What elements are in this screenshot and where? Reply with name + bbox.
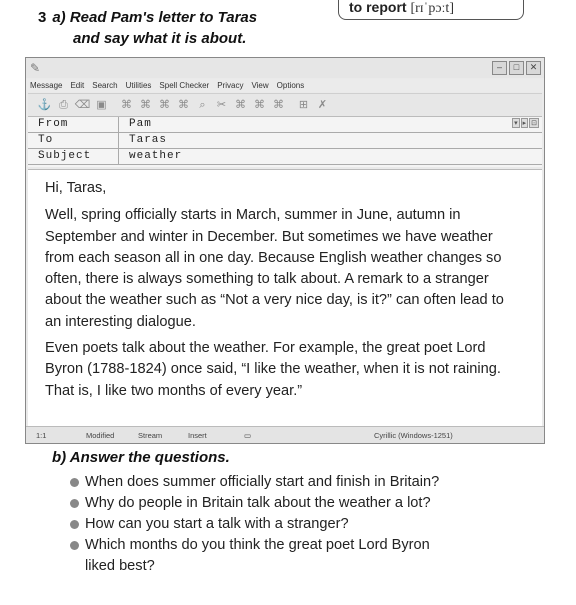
stamp-icon[interactable]: ⌘ [121, 98, 132, 111]
stamp-icon[interactable]: ⌘ [140, 98, 151, 111]
address-icon[interactable]: ⊞ [298, 98, 309, 111]
header-controls [512, 118, 539, 128]
toolbar [28, 93, 542, 117]
stamp-icon[interactable]: ⌘ [254, 98, 265, 111]
tools-icon[interactable]: ✂ [216, 98, 227, 111]
from-field[interactable]: Pam [129, 118, 152, 130]
cancel-icon[interactable]: ✗ [317, 98, 328, 111]
task-line-2: and say what it is about. [73, 30, 247, 47]
stamp-icon[interactable]: ⌘ [235, 98, 246, 111]
maximize-button[interactable]: □ [509, 61, 524, 75]
vocab-transcription: [rɪˈpɔːt] [410, 1, 454, 16]
subject-row [28, 149, 542, 165]
questions-section [52, 449, 552, 577]
menu-options[interactable]: Options [276, 81, 305, 90]
arrow-down-icon[interactable]: ▾ [514, 120, 518, 127]
menu-spell-checker[interactable]: Spell Checker [159, 81, 210, 90]
cursor-position: 1:1 [36, 431, 47, 440]
menu-search[interactable]: Search [92, 81, 118, 90]
print-icon[interactable]: ⎙ [59, 98, 68, 111]
app-icon: ✎ [30, 61, 41, 75]
letter-text [45, 178, 517, 407]
question-text: Why do people in Britain talk about the weather a lot? [85, 495, 431, 511]
keyboard-icon: ▭ [244, 431, 252, 440]
menu-edit[interactable]: Edit [70, 81, 85, 90]
from-row [28, 117, 542, 133]
letter-paragraph-1: Well, spring officially starts in March, summer in June, autumn in September and winter in December. But sometimes we have weather from each season all in one day. Because English weather changes so often, there is always something to talk about. A remark to a stranger about the weather such as “Not a very nice day, is it?” can often lead to an interesting dialogue. [45, 207, 504, 330]
question-text: How can you start a talk with a stranger? [85, 516, 349, 532]
stream-status: Stream [138, 431, 163, 440]
question-item [70, 535, 552, 577]
questions-list [52, 472, 552, 577]
expand-icon[interactable]: ⊡ [531, 120, 537, 127]
question-text: Which months do you think the great poet Lord Byron [85, 537, 430, 553]
stamp-icon[interactable]: ⌘ [159, 98, 170, 111]
stamp-icon[interactable]: ⌘ [273, 98, 284, 111]
close-button[interactable]: ✕ [526, 61, 541, 75]
question-text-continuation: liked best? [85, 558, 155, 574]
question-text: When does summer officially start and finish in Britain? [85, 474, 440, 490]
attach-icon[interactable]: ⚓ [37, 98, 52, 111]
encoding-status[interactable]: Cyrillic (Windows-1251) [374, 431, 453, 440]
title-bar [26, 58, 544, 78]
message-body[interactable] [28, 169, 542, 426]
subject-field[interactable]: weather [129, 150, 183, 162]
delete-icon[interactable]: ⌫ [74, 98, 91, 111]
letter-paragraph-2: Even poets talk about the weather. For example, the great poet Lord Byron (1788-1824) once said, “I like the weather, when it is not raining. That is, I like two months of every year.” [45, 340, 501, 399]
vocab-word: to report [349, 0, 407, 15]
task-line-1: a) Read Pam's letter to Taras [52, 9, 258, 26]
save-icon[interactable]: ▣ [96, 98, 107, 111]
menu-bar [26, 79, 544, 92]
arrow-right-icon[interactable]: ▸ [522, 120, 527, 127]
window-controls [492, 61, 541, 75]
insert-status: Insert [188, 431, 207, 440]
stamp-icon[interactable]: ⌘ [178, 98, 189, 111]
question-item [70, 514, 552, 535]
task-heading [38, 7, 257, 49]
vocabulary-box [338, 0, 524, 20]
to-row [28, 133, 542, 149]
question-item [70, 493, 552, 514]
modified-status: Modified [86, 431, 115, 440]
letter-greeting: Hi, Taras, [45, 180, 107, 196]
email-window [25, 57, 545, 444]
status-bar [26, 426, 544, 443]
menu-utilities[interactable]: Utilities [125, 81, 152, 90]
minimize-button[interactable]: – [492, 61, 507, 75]
subject-label: Subject [28, 149, 119, 164]
to-field[interactable]: Taras [129, 134, 168, 146]
message-header [28, 117, 542, 167]
menu-privacy[interactable]: Privacy [217, 81, 244, 90]
menu-view[interactable]: View [251, 81, 269, 90]
to-label: To [28, 133, 119, 148]
search-icon[interactable]: ⌕ [199, 98, 206, 111]
questions-heading: b) Answer the questions. [52, 449, 230, 466]
from-label: From [28, 117, 119, 132]
question-item [70, 472, 552, 493]
menu-message[interactable]: Message [30, 81, 63, 90]
task-number: 3 [38, 9, 47, 26]
